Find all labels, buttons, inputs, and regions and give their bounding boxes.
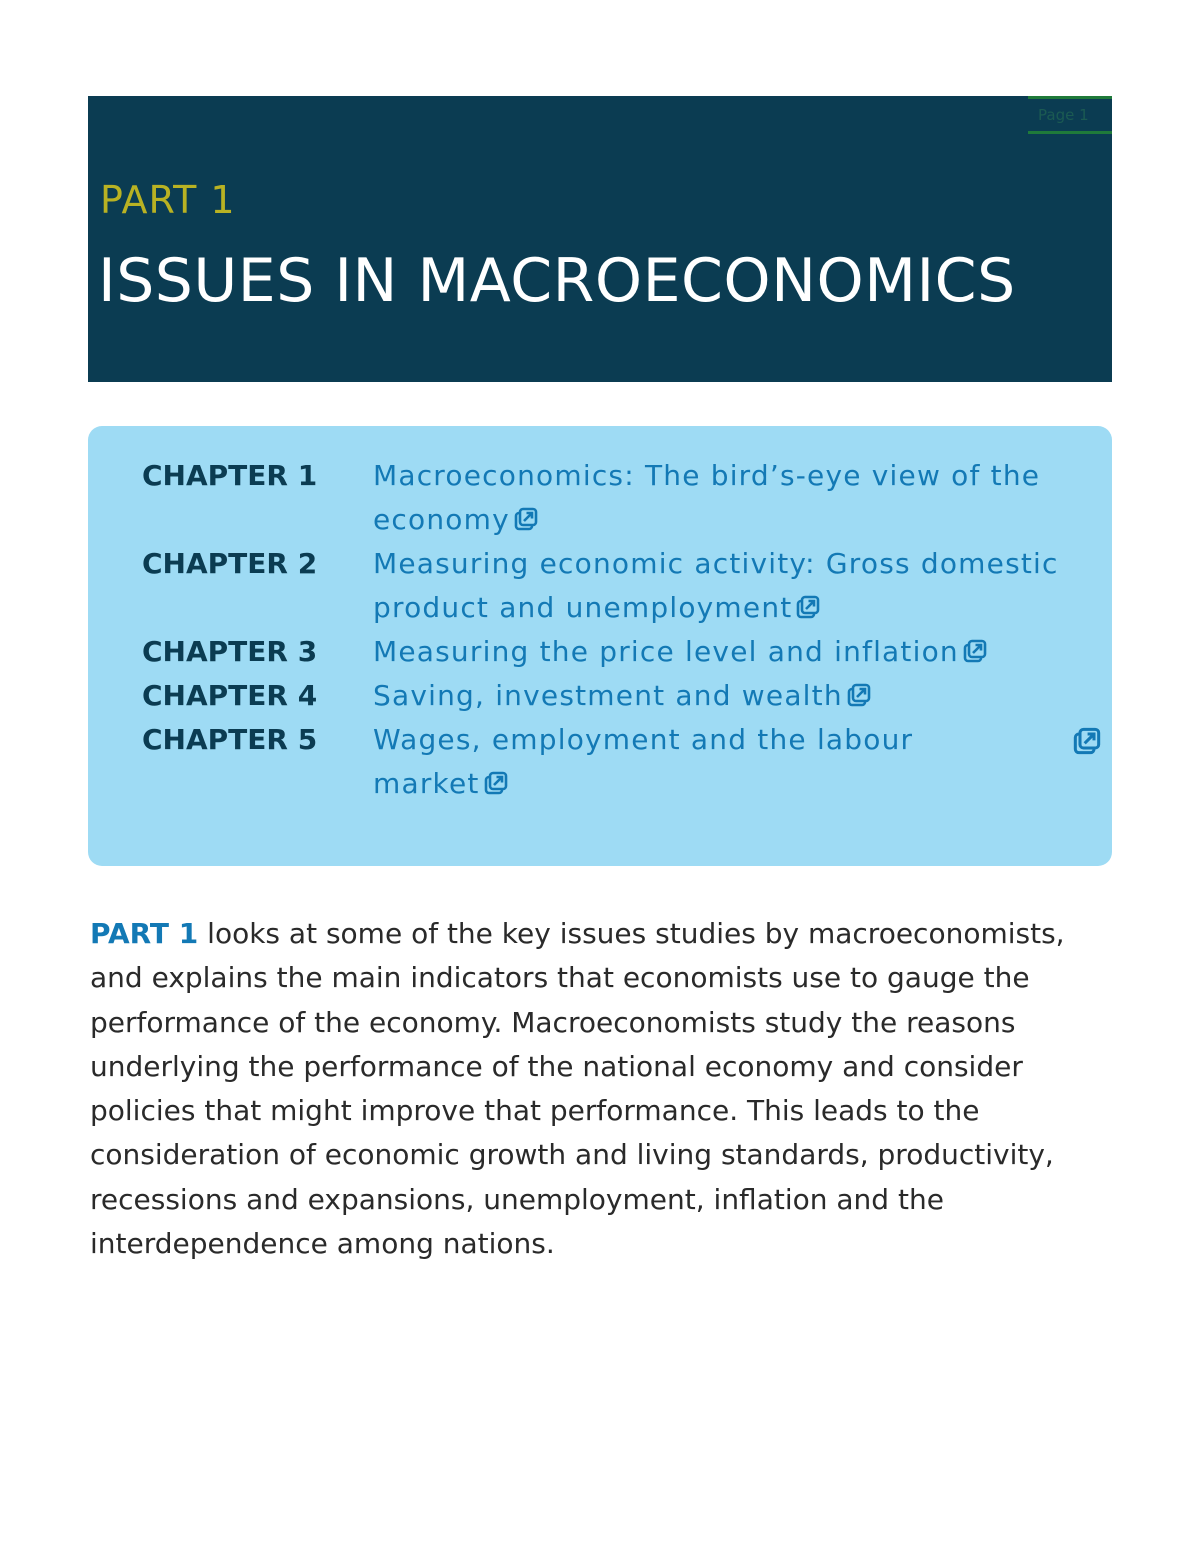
part-banner (88, 96, 1112, 382)
chapter-link-5[interactable] (373, 718, 973, 806)
chapter-link-1[interactable] (373, 454, 1088, 542)
chapter-number: CHAPTER 2 (142, 547, 318, 580)
external-link-icon[interactable] (484, 771, 508, 795)
chapter-link-4[interactable] (373, 674, 1088, 718)
chapter-number: CHAPTER 1 (142, 459, 318, 492)
chapter-title: Macroeconomics: The bird’s-eye view of the economy (373, 459, 1041, 536)
intro-paragraph (90, 912, 1120, 1266)
external-link-icon[interactable] (514, 507, 538, 531)
chapter-link-2[interactable] (373, 542, 1088, 630)
chapter-title: Wages, employment and the labour market (373, 723, 914, 800)
intro-text: looks at some of the key issues studies by macroeconomists, and explains the main indicators that economists use to gauge the performance of the economy. Macroeconomists study the reasons underlying the performance of the national economy and consider policies that might improve that performance. This leads to the consideration of economic growth and living standards, productivity, recessions and expansions, unemployment, inflation and the interdependence among nations. (90, 917, 1065, 1261)
external-link-icon[interactable] (847, 683, 871, 707)
chapter-title: Saving, investment and wealth (373, 679, 843, 712)
external-link-icon[interactable] (963, 639, 987, 663)
chapter-title: Measuring the price level and inflation (373, 635, 959, 668)
chapter-link-3[interactable] (373, 630, 1088, 674)
part-label: PART 1 (100, 178, 236, 222)
chapter-number: CHAPTER 4 (142, 679, 318, 712)
external-link-icon[interactable] (1073, 727, 1101, 755)
chapter-list (88, 426, 1112, 866)
intro-lead: PART 1 (90, 917, 199, 950)
page-tag: Page 1 (1028, 96, 1112, 134)
chapter-number: CHAPTER 3 (142, 635, 318, 668)
external-link-icon[interactable] (796, 595, 820, 619)
part-title: ISSUES IN MACROECONOMICS (98, 246, 1016, 316)
chapter-number: CHAPTER 5 (142, 723, 318, 756)
chapter-title: Measuring economic activity: Gross domestic product and unemployment (373, 547, 1059, 624)
